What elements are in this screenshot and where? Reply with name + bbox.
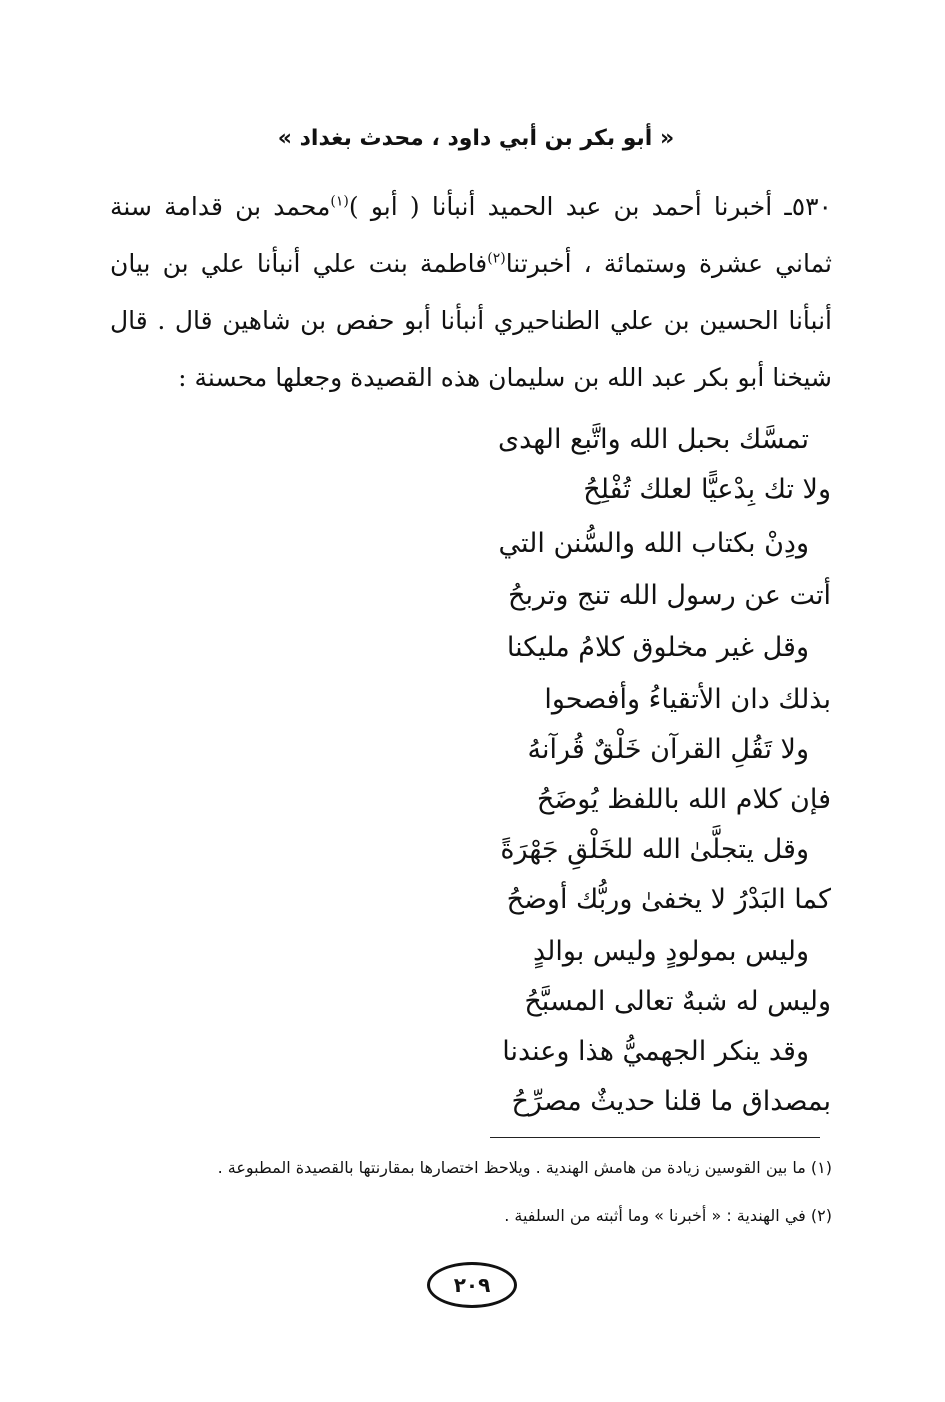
poem-verse: ولا تَقُلِ القرآن خَلْقٌ قُرآنهُ bbox=[527, 734, 809, 765]
footnote-2: (٢) في الهندية : « أخبرنا » وما أثبته من السلفية . bbox=[504, 1206, 832, 1225]
poem-verse: ولا تك بِدْعيًّا لعلك تُفْلِحُ bbox=[583, 474, 831, 505]
poem-verse: تمسَّك بحبل الله واتَّبع الهدى bbox=[497, 424, 809, 455]
paragraph-text: فاطمة بنت علي أنبأنا علي بن بيان أنبأنا الحسين بن علي الطناحيري أنبأنا أبو حفص بن شاهين قال . قال شيخنا أبو بكر عبد الله بن سليمان هذه القصيدة وجعلها محسنة : bbox=[110, 249, 832, 392]
paragraph-text: ٥٣٠ـ أخبرنا أحمد بن عبد الحميد أنبأنا ( أبو ) bbox=[348, 192, 832, 221]
poem-verse: وليس له شبهٌ تعالى المسبَّحُ bbox=[524, 986, 831, 1017]
footnote-ref-1: (١) bbox=[330, 193, 349, 210]
poem-verse: ودِنْ بكتاب الله والسُّنن التي bbox=[498, 528, 809, 559]
running-header: « أبو بكر بن أبي داود ، محدث بغداد » bbox=[277, 126, 675, 151]
poem-verse: كما البَدْرُ لا يخفىٰ وربُّك أوضحُ bbox=[506, 884, 831, 915]
poem-verse: وقد ينكر الجهميُّ هذا وعندنا bbox=[502, 1036, 809, 1067]
page-number: ٢٠٩ bbox=[427, 1262, 517, 1308]
poem-verse: أتت عن رسول الله تنج وتربحُ bbox=[508, 580, 831, 611]
footnote-1: (١) ما بين القوسين زيادة من هامش الهندية . ويلاحظ اختصارها بمقارنتها بالقصيدة المطبوعة . bbox=[217, 1158, 832, 1177]
poem-verse: بذلك دان الأتقياءُ وأفصحوا bbox=[544, 684, 831, 715]
poem-verse: وقل يتجلَّىٰ الله للخَلْقِ جَهْرَةً bbox=[500, 834, 809, 865]
footnote-ref-2: (٢) bbox=[487, 250, 506, 267]
paragraph-text: محمد بن قدامة سنة ثماني عشرة وستمائة ، أخبرتنا bbox=[110, 192, 832, 278]
poem-verse: وليس بمولودٍ وليس بوالدٍ bbox=[532, 936, 809, 967]
poem-verse: بمصداق ما قلنا حديثٌ مصرِّحُ bbox=[511, 1086, 831, 1117]
poem-verse: فإن كلام الله باللفظ يُوضَحُ bbox=[536, 784, 831, 815]
poem-verse: وقل غير مخلوق كلامُ مليكنا bbox=[506, 632, 809, 663]
footnote-separator bbox=[490, 1137, 820, 1138]
hadith-paragraph bbox=[110, 178, 832, 406]
